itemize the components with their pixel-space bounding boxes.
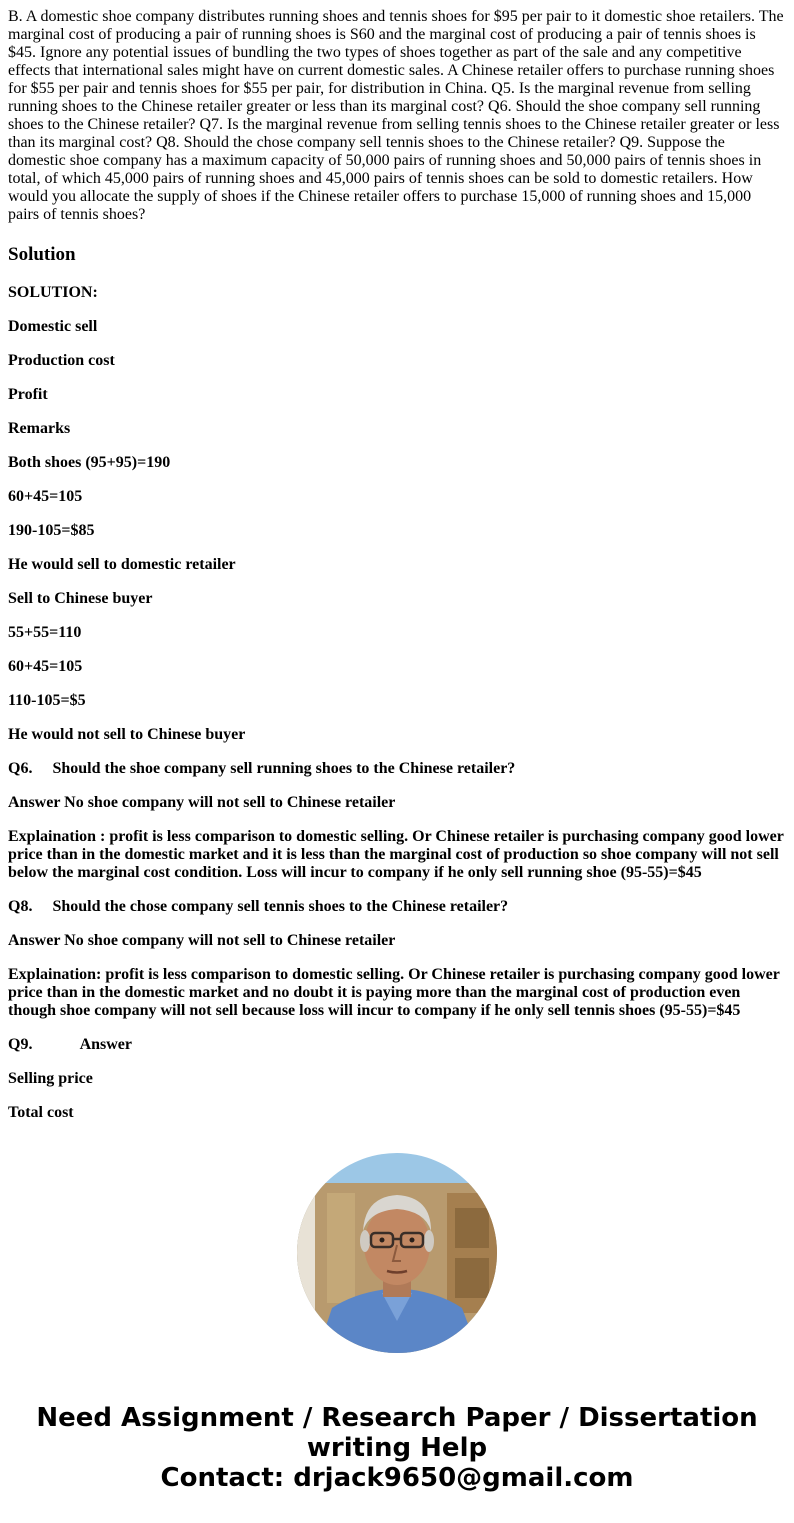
domestic-cost: 60+45=105	[8, 488, 83, 505]
q8-question: Q8. Should the chose company sell tennis shoes to the Chinese retailer?	[8, 898, 509, 915]
solution-label: SOLUTION:	[8, 284, 98, 301]
table-header-remarks: Remarks	[8, 420, 71, 437]
q6-answer: Answer No shoe company will not sell to Chinese retailer	[8, 794, 396, 811]
solution-section	[8, 284, 786, 1122]
solution-heading: Solution	[8, 244, 76, 265]
chinese-remark: He would not sell to Chinese buyer	[8, 726, 246, 743]
author-avatar	[297, 1153, 497, 1353]
table-header-production-cost: Production cost	[8, 352, 115, 369]
chinese-profit: 110-105=$5	[8, 692, 86, 709]
domestic-revenue: Both shoes (95+95)=190	[8, 454, 171, 471]
footer-contact-email: Contact: drjack9650@gmail.com	[160, 1463, 634, 1493]
footer-line-1: Need Assignment / Research Paper / Dissertation	[36, 1403, 758, 1433]
total-cost-label: Total cost	[8, 1104, 74, 1121]
chinese-buyer-label: Sell to Chinese buyer	[8, 590, 153, 607]
q8-explanation: Explaination: profit is less comparison to domestic selling. Or Chinese retailer is purchasing company good lower price than in the domestic market and no doubt it is paying more than the marginal cost of production even though shoe company will not sell because loss will incur to company if he only sell tennis shoes (95-55)=$45	[8, 966, 784, 1019]
q6-explanation: Explaination : profit is less comparison to domestic selling. Or Chinese retailer is purchasing company good lower price than in the domestic market and it is less than the marginal cost of production so shoe company will not sell below the marginal cost condition. Loss will incur to company if he only sell running shoe (95-55)=$45	[8, 828, 788, 881]
chinese-revenue: 55+55=110	[8, 624, 82, 641]
domestic-profit: 190-105=$85	[8, 522, 95, 539]
q6-question: Q6. Should the shoe company sell running shoes to the Chinese retailer?	[8, 760, 516, 777]
table-header-domestic-sell: Domestic sell	[8, 318, 98, 335]
footer-line-2: writing Help	[306, 1433, 488, 1463]
selling-price-label: Selling price	[8, 1070, 93, 1087]
q8-answer: Answer No shoe company will not sell to Chinese retailer	[8, 932, 396, 949]
domestic-remark: He would sell to domestic retailer	[8, 556, 236, 573]
q9-answer-label: Q9. Answer	[8, 1036, 132, 1053]
chinese-cost: 60+45=105	[8, 658, 83, 675]
question-text: B. A domestic shoe company distributes running shoes and tennis shoes for $95 per pair to it domestic shoe retailers. The marginal cost of producing a pair of running shoes is S60 and the marginal cost of producing a pair of tennis shoes is $45. Ignore any potential issues of bundling the two types of shoes together as part of the sale and any competitive effects that international sales might have on current domestic sales. A Chinese retailer offers to purchase running shoes for $55 per pair and tennis shoes for $55 per pair, for distribution in China. Q5. Is the marginal revenue from selling running shoes to the Chinese retailer greater or less than its marginal cost? Q6. Should the shoe company sell running shoes to the Chinese retailer? Q7. Is the marginal revenue from selling tennis shoes to the Chinese retailer greater or less than its marginal cost? Q8. Should the chose company sell tennis shoes to the Chinese retailer? Q9. Suppose the domestic shoe company has a maximum capacity of 50,000 pairs of running shoes and 50,000 pairs of tennis shoes in total, of which 45,000 pairs of running shoes and 45,000 pairs of tennis shoes can be sold to domestic retailers. How would you allocate the supply of shoes if the Chinese retailer offers to purchase 15,000 of running shoes and 15,000 pairs of tennis shoes?	[8, 8, 784, 223]
table-header-profit: Profit	[8, 386, 48, 403]
footer-contact-banner	[0, 1403, 794, 1493]
